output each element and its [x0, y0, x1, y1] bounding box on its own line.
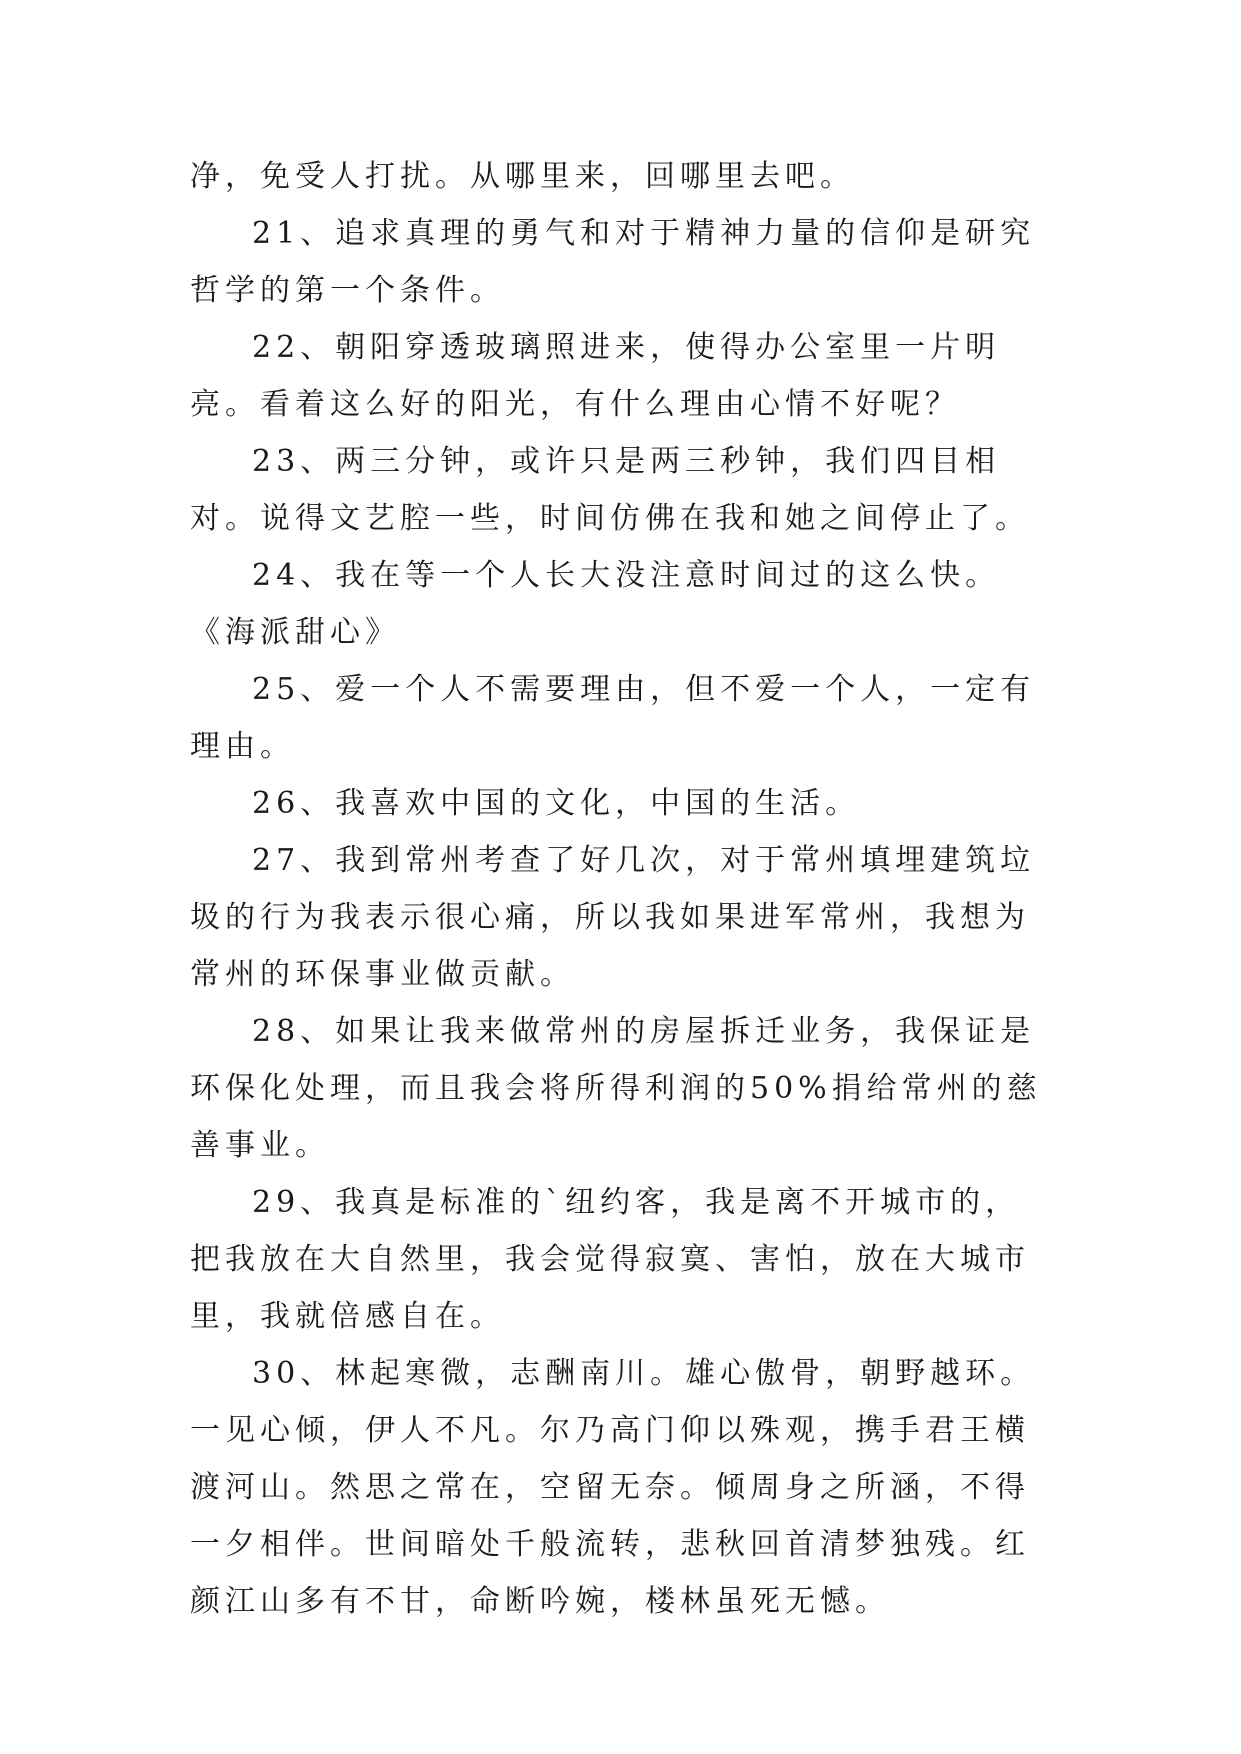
paragraph-24: 24、我在等一个人长大没注意时间过的这么快。《海派甜心》 [190, 558, 1001, 650]
paragraph-25: 25、爱一个人不需要理由，但不爱一个人，一定有理由。 [190, 672, 1036, 764]
paragraph-29: 29、我真是标准的`纽约客，我是离不开城市的，把我放在大自然里，我会觉得寂寞、害怕，放在大城市里，我就倍感自在。 [190, 1185, 1030, 1334]
paragraph-23: 23、两三分钟，或许只是两三秒钟，我们四目相对。说得文艺腔一些，时间仿佛在我和她之间停止了。 [190, 444, 1030, 536]
paragraph-30: 30、林起寒微，志酬南川。雄心傲骨，朝野越环。一见心倾，伊人不凡。尔乃高门仰以殊观，携手君王横渡河山。然思之常在，空留无奈。倾周身之所涵，不得一夕相伴。世间暗处千般流转，悲秋回首清梦独残。红颜江山多有不甘，命断吟婉，楼林虽死无憾。 [190, 1356, 1036, 1619]
document-body [190, 148, 1050, 1630]
paragraph-22: 22、朝阳穿透玻璃照进来，使得办公室里一片明亮。看着这么好的阳光，有什么理由心情不好呢？ [190, 330, 1001, 422]
paragraph-27: 27、我到常州考查了好几次，对于常州填埋建筑垃圾的行为我表示很心痛，所以我如果进军常州，我想为常州的环保事业做贡献。 [190, 843, 1036, 992]
paragraph-26: 26、我喜欢中国的文化，中国的生活。 [252, 786, 861, 821]
paragraph-28: 28、如果让我来做常州的房屋拆迁业务，我保证是环保化处理，而且我会将所得利润的50%捐给常州的慈善事业。 [190, 1014, 1042, 1163]
paragraph-20-continuation: 净，免受人打扰。从哪里来，回哪里去吧。 [190, 159, 855, 194]
paragraph-21: 21、追求真理的勇气和对于精神力量的信仰是研究哲学的第一个条件。 [190, 216, 1036, 308]
